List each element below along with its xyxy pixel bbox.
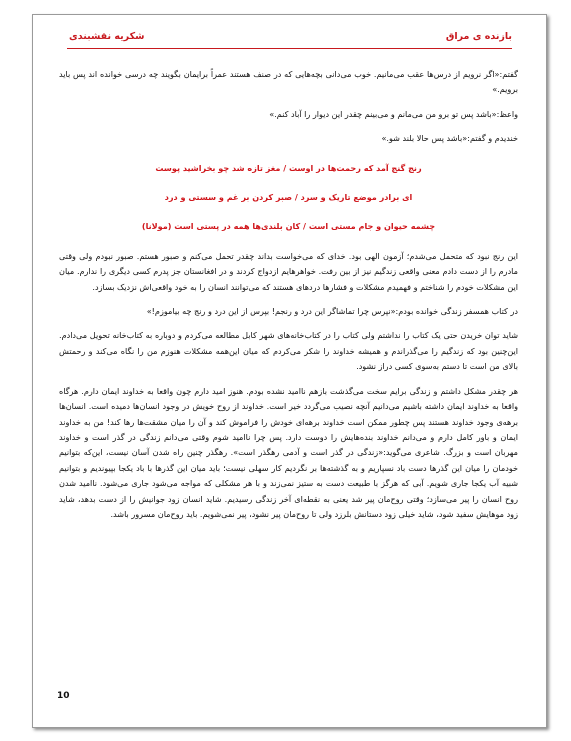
header-divider xyxy=(67,48,512,49)
document-body xyxy=(59,67,518,531)
header-author: شکریه نقشبندی xyxy=(69,31,145,42)
paragraph: این رنج نبود که متحمل می‌شدم؛ آزمون الهی بود. خدای که می‌خواست بداند چقدر تحمل می‌کنم و صبور هستم. صبور نبودم ولی وقتی مادرم را از دست دادم معنی واقعی زندگیم نیز از بین رفت. خواهرهایم ازدواج کردند و در افغانستان جز پدرم کسی دیگری را ندارم. میان این مشکلات خودم را شناختم و فهمیدم مشکلات و فشارها دردهای هستند که می‌توانند انسان را به خود واقعی‌اش نزدیک بسازد. xyxy=(59,250,518,292)
paragraph: در کتاب همسفر زندگی خوانده بودم:«نپرس چرا تماشاگر این درد و رنجم! بپرس از این درد و رنج چه بیاموزم!» xyxy=(146,306,518,317)
paragraph: گفتم:«اگر نرویم از درس‌ها عقب می‌مانیم. خوب می‌دانی بچه‌هایی که در صنف هستند عمراً برایمان بگویند چه درسی خوانده اند پس باید برویم.» xyxy=(59,69,518,95)
paragraph: هر چقدر مشکل داشتم و زندگی برایم سخت می‌گذشت بازهم ناامید نشده بودم. هنوز امید دارم چون واقعا به خداوند ایمان دارم. هرگاه واقعا به خداوند ایمان داشته باشیم می‌دانیم آنچه نصیب می‌گردد خیر است. خداوند از روح خویش در وجود انسان‌ها دمیده است. انسان‌ها برهه‌ی وجود خداوند هستند پس چطور ممکن است خداوند برهه‌ای خودش را فراموش کند و آن را میان مشقت‌ها رها کند! من به خداوند ایمان و باور کامل دارم و می‌دانم خداوند بنده‌هایش را دوست دارد. پس چرا ناامید شوم وقتی می‌دانم زندگی در گذر است و خداوند مهربان است و بزرگ. شاعری می‌گوید:«زندگی در گذر است و آدمی رهگذر است». رهگذر چنین راه شدن آسان نیست، این‌که بتوانیم خودمان را میان این گذرها دست باد نسپاریم و به گذشته‌ها بر نگردیم کار سهلی نیست؛ باید میان این گذرها با باد یکجا بپیوندیم و بتوانیم شبیه آب یکجا جاری شویم. آبی که هرگز با طبیعت دست به ستیز نمی‌زند و با هر مشکلی که مواجه می‌شود جاری می‌شود. ناامید شدن روح انسان را پیر می‌سازد؛ وقتی روح‌مان پیر شد یعنی به نقطه‌ای آخر زندگی رسیدیم. شاید انسان زود جوانیش را از دست بدهد، شاید زود موهایش سفید شود، شاید خیلی زود دستانش بلرزد ولی تا روح‌مان پیر نشود، پیر نمی‌شویم. باید روح‌مان مسرور باشد. xyxy=(59,385,518,519)
paragraph: خندیدم و گفتم:«باشد پس حالا بلند شو.» xyxy=(381,133,518,144)
header-title: بازنده ی مراق xyxy=(445,31,512,42)
paragraph: شاید توان خریدن حتی یک کتاب را نداشتم ولی کتاب را در کتاب‌خانه‌های شهر کابل مطالعه می‌کردم و دوباره به کتاب‌خانه تحویل می‌دادم. این‌چنین بود که زندگیم را می‌گذراندم و همیشه خداوند را شکر می‌کردم که میان این‌همه مشکلات هنوزم من را نگاه می‌کند و رحمتش بالای من است تا دستم به‌سوی کسی دراز نشود. xyxy=(59,330,518,372)
poem-line: چشمه حیوان و جام مستی است / کان بلندی‌ها همه در پستی است (مولانا) xyxy=(141,221,436,232)
page-number: 10 xyxy=(57,691,70,701)
poem-line: رنج گنج آمد که رحمت‌ها در اوست / مغز تازه شد چو بخراشید پوست xyxy=(155,162,422,173)
document-page xyxy=(32,14,547,728)
poem-line: ای برادر موضع تاریک و سرد / صبر کردن بر غم و سستی و درد xyxy=(164,192,413,203)
paragraph: واعظ:«باشد پس تو برو من می‌مانم و می‌بینم چقدر این دیوار را آباد کنم.» xyxy=(269,108,518,119)
